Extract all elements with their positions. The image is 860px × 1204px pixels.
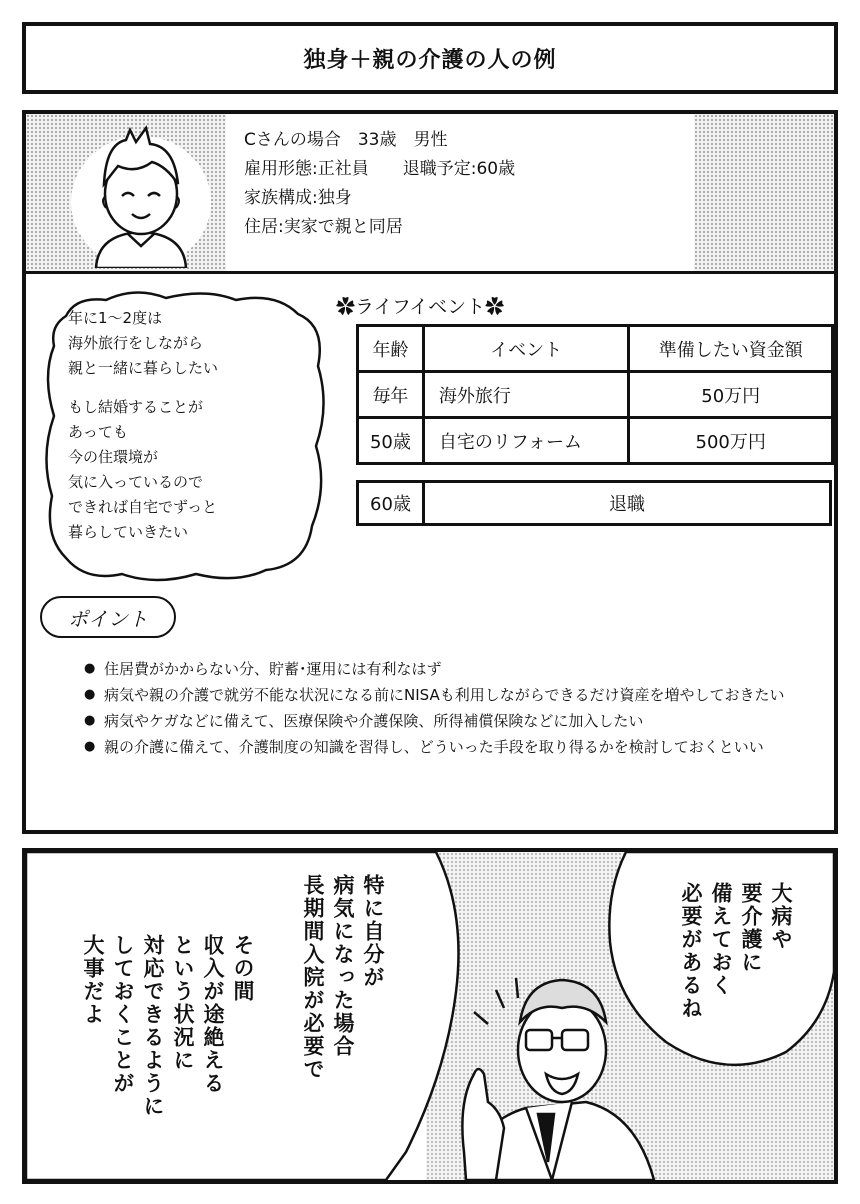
life-event-table xyxy=(356,324,834,465)
profile-panel xyxy=(22,110,838,834)
table-cell: 50万円 xyxy=(629,372,833,418)
avatar xyxy=(66,122,216,268)
profile-line-family: 家族構成:独身 xyxy=(244,188,352,208)
table-header-cell: イベント xyxy=(423,326,629,372)
profile-line-residence: 住居:実家で親と同居 xyxy=(244,217,403,237)
bubble-line: 暮らしていきたい xyxy=(68,523,189,541)
bubble-line: 今の住環境が xyxy=(68,448,159,466)
retirement-row xyxy=(356,480,832,526)
speech-line: という状況に xyxy=(171,934,195,1072)
profile-info xyxy=(244,126,515,242)
table-cell: 50歳 xyxy=(358,418,424,464)
speech-line: 必要があるね xyxy=(679,882,703,1020)
speech-line: 要介護に xyxy=(739,882,763,974)
table-header-cell: 年齢 xyxy=(358,326,424,372)
point-list xyxy=(84,656,804,760)
flower-icon: ✿ xyxy=(336,296,356,318)
profile-line-name-age: Cさんの場合 33歳 男性 xyxy=(244,130,448,150)
table-header-row xyxy=(358,326,833,372)
retirement-event: 退職 xyxy=(609,494,645,515)
speech-line: 大病や xyxy=(769,882,793,951)
list-item: ● 親の介護に備えて、介護制度の知識を習得し、どういった手段を取り得るかを検討しておくといい xyxy=(84,734,804,760)
speech-line: 長期間入院が必要で xyxy=(301,874,325,1081)
table-header-cell: 準備したい資金額 xyxy=(629,326,833,372)
flower-icon: ✿ xyxy=(485,296,505,318)
table-cell: 海外旅行 xyxy=(423,372,629,418)
speech-line: 収入が途絶える xyxy=(201,934,225,1095)
table-cell: 自宅のリフォーム xyxy=(423,418,629,464)
table-row xyxy=(358,372,833,418)
speech-line: 大事だよ xyxy=(81,934,105,1026)
bubble-line: あっても xyxy=(68,423,128,441)
bubble-line: 親と一緒に暮らしたい xyxy=(68,359,219,377)
list-item: ● 病気やケガなどに備えて、医療保険や介護保険、所得補償保険などに加入したい xyxy=(84,708,804,734)
page-title: 独身＋親の介護の人の例 xyxy=(303,47,557,73)
retirement-age: 60歳 xyxy=(359,483,425,523)
list-item: ● 病気や親の介護で就労不能な状況になる前にNISAも利用しながらできるだけ資産を増やしておきたい xyxy=(84,682,804,708)
bubble-line: もし結婚することが xyxy=(68,398,204,416)
bubble-line: 海外旅行をしながら xyxy=(68,334,204,352)
bubble-line: 年に1～2度は xyxy=(68,309,163,327)
bubble-line: 気に入っているので xyxy=(68,473,204,491)
speech-line: その間 xyxy=(231,934,255,1003)
speech-line: しておくことが xyxy=(111,934,135,1095)
bubble-text xyxy=(68,306,218,545)
bubble-line: できれば自宅でずっと xyxy=(68,498,218,516)
speech-line: 病気になった場合 xyxy=(331,874,355,1058)
speech-middle xyxy=(298,874,388,1144)
speech-right xyxy=(676,882,796,1062)
speech-left xyxy=(78,934,258,1174)
profile-line-employment: 雇用形態:正社員 退職予定:60歳 xyxy=(244,159,516,179)
table-cell: 500万円 xyxy=(629,418,833,464)
manga-panel xyxy=(22,848,838,1184)
dot-pattern-right xyxy=(694,114,834,271)
speech-line: 備えておく xyxy=(709,882,733,997)
life-event-heading-text: ライフイベント xyxy=(355,296,486,318)
profile-header xyxy=(26,114,834,274)
list-item: ● 住居費がかからない分、貯蓄･運用には有利なはず xyxy=(84,656,804,682)
point-badge: ポイント xyxy=(40,596,176,638)
life-event-heading xyxy=(336,292,504,319)
speech-line: 対応できるように xyxy=(141,934,165,1118)
speech-line: 特に自分が xyxy=(361,874,385,989)
table-cell: 毎年 xyxy=(358,372,424,418)
title-panel xyxy=(22,22,838,94)
table-row xyxy=(358,418,833,464)
